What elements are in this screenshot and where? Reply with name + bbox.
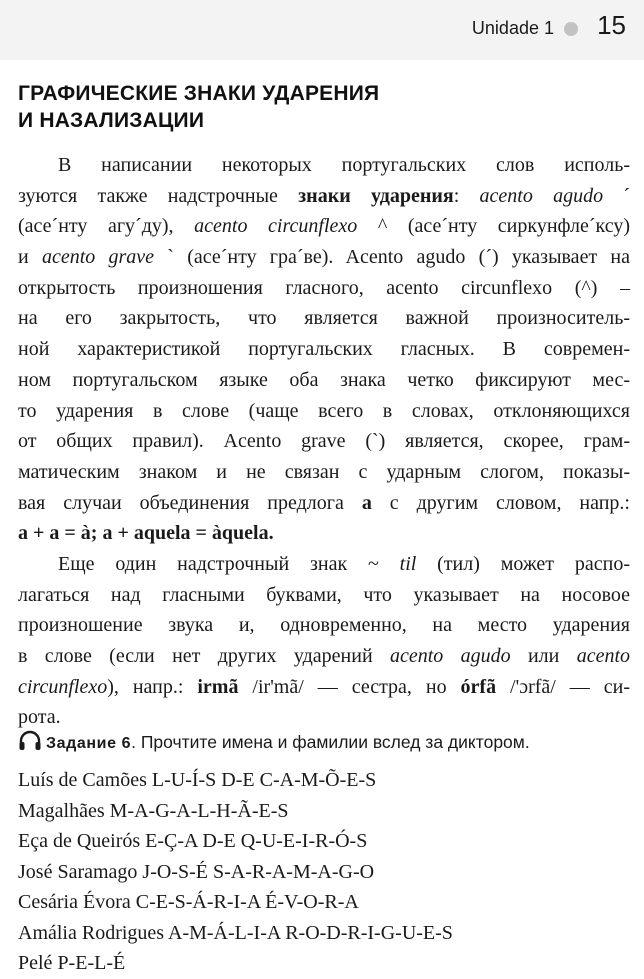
paragraph-line: (асе´нту агу´ду), acento circunflexo ^ (асе´нту сиркунфле´ксу) (18, 215, 630, 238)
unit-label: Unidade 1 (471, 18, 554, 38)
list-item: Eça de Queirós E-Ç-A D-E Q-U-E-I-R-Ó-S (18, 830, 368, 852)
paragraph-line: a + a = à; a + aquela = àquela. (18, 522, 274, 545)
paragraph-line: зуются также надстрочные знаки ударения: acento agudo ´ (18, 184, 630, 207)
page-number: 15 (597, 10, 626, 40)
section-title-line: И НАЗАЛИЗАЦИИ (18, 109, 205, 132)
paragraph-line: circunflexo), напр.: irmã /ir'mã/ — сестра, но órfã /'ɔrfã/ — си- (18, 675, 630, 698)
names-list (18, 765, 630, 979)
task-instruction: . Прочтите имена и фамилии вслед за диктором. (131, 732, 530, 752)
paragraph-line: ном португальском языке оба знака четко фиксируют мес- (18, 368, 630, 391)
paragraph-line: то ударения в слове (чаще всего в словах, отклоняющихся (18, 399, 630, 422)
body-text (18, 150, 630, 733)
paragraph-line: ной характеристикой португальских гласных. В современ- (18, 338, 630, 361)
list-item: Cesária Évora C-E-S-Á-R-I-A É-V-O-R-A (18, 891, 359, 913)
paragraph-line: лагаться над гласными буквами, что указывает на носовое (18, 583, 630, 606)
list-item: Amália Rodrigues A-M-Á-L-I-A R-O-D-R-I-G-U-E-S (18, 921, 453, 944)
paragraph-line: и acento grave ` (асе´нту гра´ве). Acento agudo (´) указывает на (18, 246, 631, 269)
paragraph-line: В написании некоторых португальских слов исполь- (58, 154, 630, 176)
headphones-icon[interactable] (18, 730, 42, 752)
section-title (18, 80, 618, 134)
header-dot-icon (564, 22, 578, 36)
task-label: Задание 6 (46, 735, 132, 752)
paragraph-line: произношение звука и, одновременно, на место ударения (18, 614, 630, 637)
list-item: Pelé P-E-L-É (18, 952, 126, 974)
list-item: Luís de Camões L-U-Í-S D-E C-A-M-Õ-E-S (18, 769, 377, 791)
task-6 (18, 730, 630, 758)
list-item: Magalhães M-A-G-A-L-H-Ã-E-S (18, 799, 289, 822)
list-item: José Saramago J-O-S-É S-A-R-A-M-A-G-O (18, 860, 375, 883)
paragraph-line: в слове (если нет других ударений acento agudo или acento (18, 645, 630, 667)
page-header (0, 0, 644, 60)
paragraph-line: Еще один надстрочный знак ~ til (тил) может распо- (58, 552, 630, 575)
section-title-line: ГРАФИЧЕСКИЕ ЗНАКИ УДАРЕНИЯ (18, 82, 380, 105)
paragraph-line: от общих правил). Acento grave (`) является, скорее, грам- (18, 430, 630, 453)
paragraph-line: открытость произношения гласного, acento circunflexo (^) – (18, 276, 630, 299)
paragraph-line: матическим знаком и не связан с ударным слогом, показы- (18, 460, 630, 483)
paragraph-line: вая случаи объединения предлога a с другим словом, напр.: (18, 491, 630, 514)
paragraph-line: на его закрытость, что является важной произноситель- (18, 307, 630, 330)
paragraph-line: рота. (18, 706, 61, 729)
